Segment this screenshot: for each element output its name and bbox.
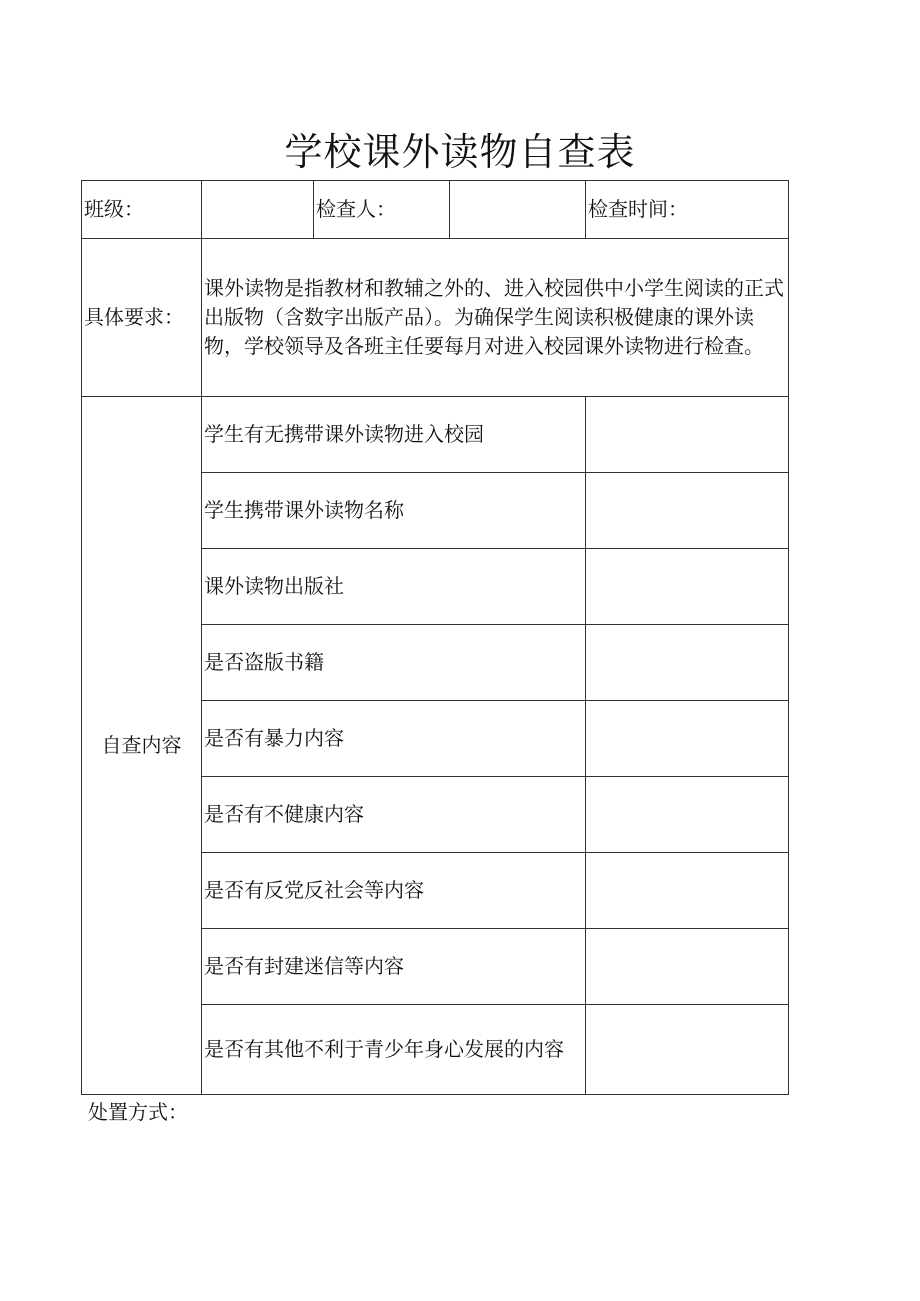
page-title: 学校课外读物自查表 xyxy=(284,130,636,174)
requirements-text: 课外读物是指教材和教辅之外的、进入校园供中小学生阅读的正式出版物（含数字出版产品）。为确保学生阅读积极健康的课外读物，学校领导及各班主任要每月对进入校园课外读物进行检查。 xyxy=(202,239,789,397)
check-item-question: 是否有暴力内容 xyxy=(202,701,586,777)
check-item-answer-cell[interactable] xyxy=(586,473,789,549)
check-item-answer-cell[interactable] xyxy=(586,701,789,777)
check-item-question: 是否有不健康内容 xyxy=(202,777,586,853)
requirements-row xyxy=(82,239,789,397)
check-item-question: 学生携带课外读物名称 xyxy=(202,473,586,549)
check-item-question: 学生有无携带课外读物进入校园 xyxy=(202,397,586,473)
check-item-answer-cell[interactable] xyxy=(586,549,789,625)
disposal-label: 处置方式： xyxy=(88,1100,188,1124)
check-item-question: 课外读物出版社 xyxy=(202,549,586,625)
check-item-answer-cell[interactable] xyxy=(586,397,789,473)
class-label: 班级： xyxy=(82,181,202,239)
check-item-answer-cell[interactable] xyxy=(586,625,789,701)
inspector-value-cell[interactable] xyxy=(450,181,586,239)
requirements-label: 具体要求： xyxy=(82,239,202,397)
header-row xyxy=(82,181,789,239)
check-item-question: 是否盗版书籍 xyxy=(202,625,586,701)
check-item-answer-cell[interactable] xyxy=(586,1005,789,1095)
check-item-question: 是否有封建迷信等内容 xyxy=(202,929,586,1005)
self-check-label: 自查内容 xyxy=(82,397,202,1095)
inspector-label: 检查人： xyxy=(314,181,450,239)
check-item-answer-cell[interactable] xyxy=(586,929,789,1005)
check-time-label: 检查时间： xyxy=(586,181,789,239)
check-item-question: 是否有其他不利于青少年身心发展的内容 xyxy=(202,1005,586,1095)
check-item-answer-cell[interactable] xyxy=(586,853,789,929)
check-item-row xyxy=(82,397,789,473)
self-check-form xyxy=(81,180,789,1095)
check-item-answer-cell[interactable] xyxy=(586,777,789,853)
check-item-question: 是否有反党反社会等内容 xyxy=(202,853,586,929)
class-value-cell[interactable] xyxy=(202,181,314,239)
